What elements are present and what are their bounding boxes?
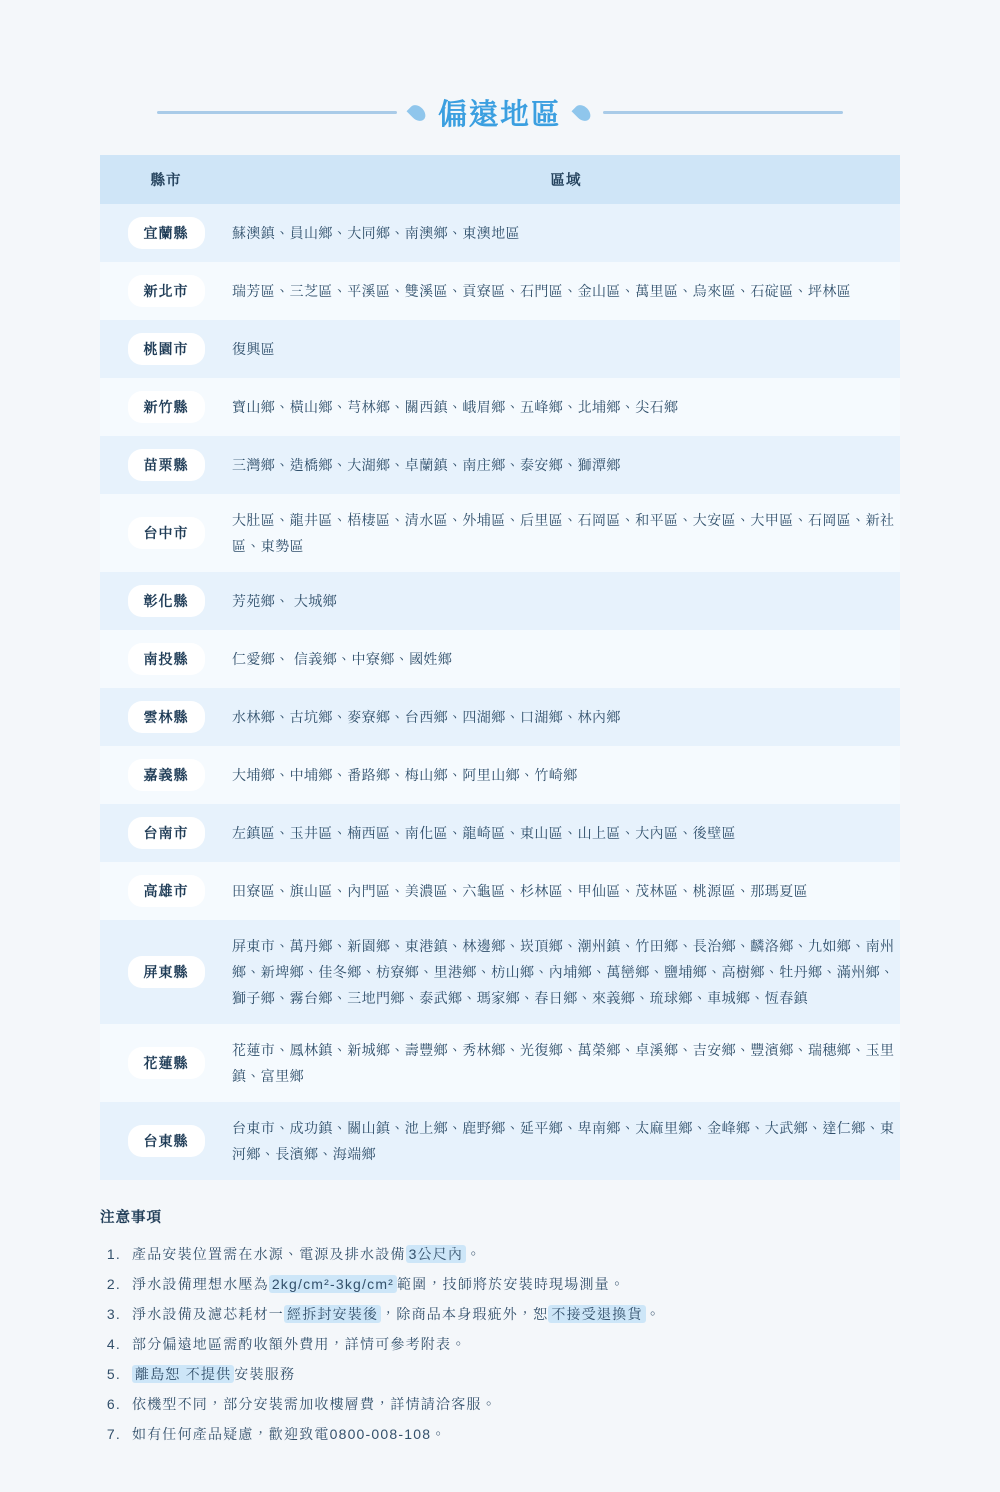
table-header: [100, 155, 900, 204]
area-cell: 芳苑鄉、 大城鄉: [232, 572, 900, 630]
area-cell: 左鎮區、玉井區、楠西區、南化區、龍崎區、東山區、山上區、大內區、後壁區: [232, 804, 900, 862]
page-root: [0, 92, 1000, 1492]
county-badge: 台中市: [128, 517, 205, 549]
county-cell: [100, 572, 232, 630]
county-badge: 彰化縣: [128, 585, 205, 617]
note-highlight: 經拆封安裝後: [284, 1305, 381, 1323]
area-cell: 三灣鄉、造橋鄉、大湖鄉、卓蘭鎮、南庄鄉、泰安鄉、獅潭鄉: [232, 436, 900, 494]
table-row: [100, 630, 900, 688]
table-row: [100, 862, 900, 920]
county-badge: 屏東縣: [128, 956, 205, 988]
county-badge: 高雄市: [128, 875, 205, 907]
page-header: [0, 92, 1000, 133]
county-cell: [100, 436, 232, 494]
county-badge: 雲林縣: [128, 701, 205, 733]
table-row: [100, 746, 900, 804]
county-cell: [100, 204, 232, 262]
county-badge: 嘉義縣: [128, 759, 205, 791]
column-header-area: 區域: [232, 155, 900, 204]
note-highlight: 2kg/cm²-3kg/cm²: [269, 1275, 397, 1293]
county-badge: 宜蘭縣: [128, 217, 205, 249]
note-item: 7. 如有任何產品疑慮，歡迎致電0800-008-108。: [126, 1419, 900, 1449]
county-badge: 新竹縣: [128, 391, 205, 423]
county-badge: 苗栗縣: [128, 449, 205, 481]
county-cell: [100, 262, 232, 320]
table-row: [100, 572, 900, 630]
county-cell: [100, 630, 232, 688]
table-row: [100, 204, 900, 262]
area-cell: 屏東市、萬丹鄉、新園鄉、東港鎮、林邊鄉、崁頂鄉、潮州鎮、竹田鄉、長治鄉、麟洛鄉、九如鄉、南州鄉、新埤鄉、佳冬鄉、枋寮鄉、里港鄉、枋山鄉、內埔鄉、萬巒鄉、鹽埔鄉、高樹鄉、牡丹鄉、滿州鄉、獅子鄉、霧台鄉、三地門鄉、泰武鄉、瑪家鄉、春日鄉、來義鄉、琉球鄉、車城鄉、恆春鎮: [232, 920, 900, 1024]
title-rule-left: [157, 111, 397, 114]
remote-area-table: [100, 155, 900, 1180]
table-row: [100, 1102, 900, 1180]
county-badge: 新北市: [128, 275, 205, 307]
county-cell: [100, 494, 232, 572]
county-cell: [100, 1102, 232, 1180]
note-highlight: 離島恕 不提供: [132, 1365, 234, 1383]
county-cell: [100, 378, 232, 436]
water-drop-icon: [572, 102, 594, 124]
county-badge: 台東縣: [128, 1125, 205, 1157]
note-highlight: 3公尺內: [406, 1245, 467, 1263]
table-row: [100, 378, 900, 436]
area-cell: 復興區: [232, 320, 900, 378]
county-badge: 台南市: [128, 817, 205, 849]
area-cell: 蘇澳鎮、員山鄉、大同鄉、南澳鄉、東澳地區: [232, 204, 900, 262]
area-cell: 花蓮市、鳳林鎮、新城鄉、壽豐鄉、秀林鄉、光復鄉、萬榮鄉、卓溪鄉、吉安鄉、豐濱鄉、瑞穗鄉、玉里鎮、富里鄉: [232, 1024, 900, 1102]
table-header-row: [100, 155, 900, 204]
note-item: 1. 產品安裝位置需在水源、電源及排水設備 3公尺內 。: [126, 1239, 900, 1269]
county-cell: [100, 320, 232, 378]
county-cell: [100, 688, 232, 746]
area-cell: 田寮區、旗山區、內門區、美濃區、六龜區、杉林區、甲仙區、茂林區、桃源區、那瑪夏區: [232, 862, 900, 920]
area-cell: 仁愛鄉、 信義鄉、中寮鄉、國姓鄉: [232, 630, 900, 688]
area-cell: 瑞芳區、三芝區、平溪區、雙溪區、貢寮區、石門區、金山區、萬里區、烏來區、石碇區、坪林區: [232, 262, 900, 320]
county-cell: [100, 746, 232, 804]
table-row: [100, 1024, 900, 1102]
area-cell: 大埔鄉、中埔鄉、番路鄉、梅山鄉、阿里山鄉、竹崎鄉: [232, 746, 900, 804]
note-item: 3. 淨水設備及濾芯耗材一 經拆封安裝後 ，除商品本身瑕疵外，恕 不接受退換貨 。: [126, 1299, 900, 1329]
table-row: [100, 494, 900, 572]
water-drop-icon: [407, 102, 429, 124]
note-item: 5. 離島恕 不提供 安裝服務: [126, 1359, 900, 1389]
county-cell: [100, 1024, 232, 1102]
table-row: [100, 262, 900, 320]
page-title: 偏遠地區: [437, 99, 562, 131]
table-row: [100, 920, 900, 1024]
column-header-county: 縣市: [100, 155, 232, 204]
note-highlight: 不接受退換貨: [548, 1305, 645, 1323]
area-cell: 水林鄉、古坑鄉、麥寮鄉、台西鄉、四湖鄉、口湖鄉、林內鄉: [232, 688, 900, 746]
table-row: [100, 436, 900, 494]
county-cell: [100, 862, 232, 920]
notes-list: [100, 1239, 900, 1449]
area-cell: 大肚區、龍井區、梧棲區、清水區、外埔區、后里區、石岡區、和平區、大安區、大甲區、石岡區、新社區、東勢區: [232, 494, 900, 572]
county-badge: 桃園市: [128, 333, 205, 365]
county-badge: 南投縣: [128, 643, 205, 675]
title-rule-right: [603, 111, 843, 114]
table-row: [100, 320, 900, 378]
table-row: [100, 688, 900, 746]
county-cell: [100, 804, 232, 862]
county-badge: 花蓮縣: [128, 1047, 205, 1079]
area-cell: 寶山鄉、橫山鄉、芎林鄉、關西鎮、峨眉鄉、五峰鄉、北埔鄉、尖石鄉: [232, 378, 900, 436]
note-item: 2. 淨水設備理想水壓為 2kg/cm²-3kg/cm² 範圍，技師將於安裝時現場測量。: [126, 1269, 900, 1299]
table-body: [100, 204, 900, 1180]
notes-title: 注意事項: [100, 1210, 162, 1226]
table-row: [100, 804, 900, 862]
area-cell: 台東市、成功鎮、關山鎮、池上鄉、鹿野鄉、延平鄉、卑南鄉、太麻里鄉、金峰鄉、大武鄉、達仁鄉、東河鄉、長濱鄉、海端鄉: [232, 1102, 900, 1180]
note-item: 6. 依機型不同，部分安裝需加收樓層費，詳情請洽客服。: [126, 1389, 900, 1419]
notes-section: [100, 1206, 900, 1449]
county-cell: [100, 920, 232, 1024]
note-item: 4. 部分偏遠地區需酌收額外費用，詳情可參考附表。: [126, 1329, 900, 1359]
